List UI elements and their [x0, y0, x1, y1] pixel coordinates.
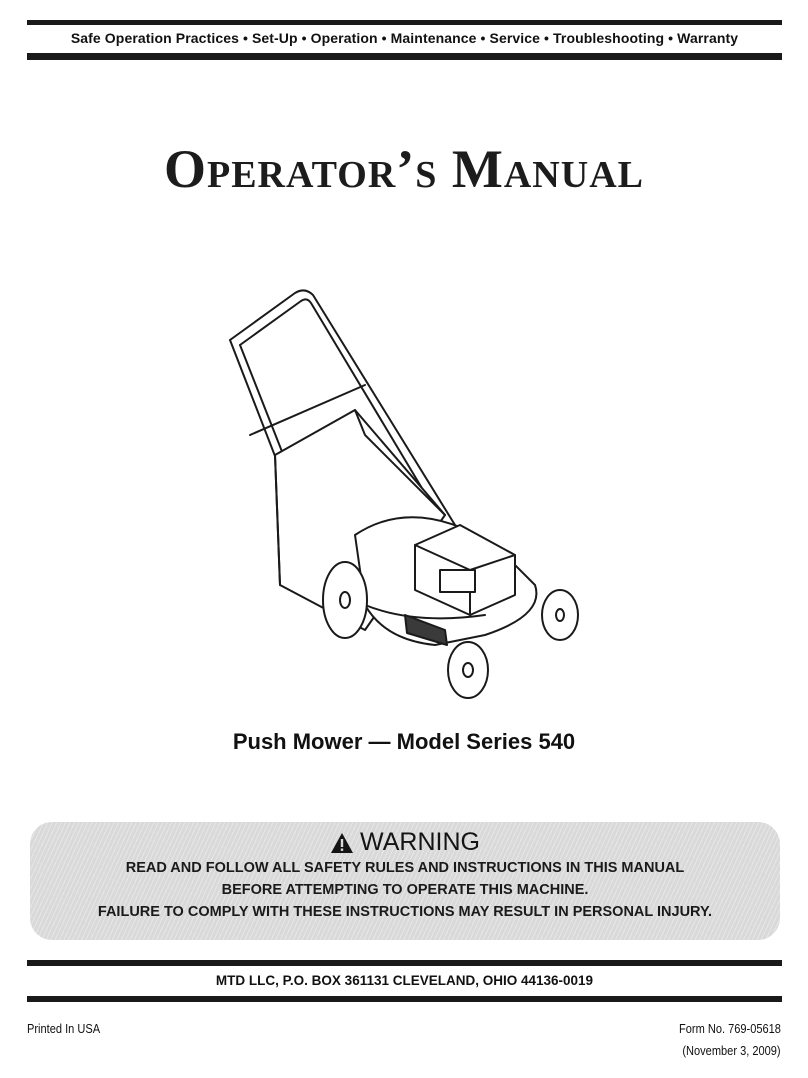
- warning-box: [30, 822, 780, 940]
- warning-heading: [30, 828, 780, 857]
- top-rule: [27, 20, 782, 25]
- address-rule-bottom: [27, 996, 782, 1002]
- top-rule-lower: [27, 53, 782, 60]
- form-number: Form No. 769-05618: [679, 1021, 781, 1036]
- page-title: Operator’s Manual: [164, 139, 644, 199]
- company-address: MTD LLC, P.O. BOX 361131 CLEVELAND, OHIO 44136-0019: [215, 973, 594, 988]
- warning-line: READ AND FOLLOW ALL SAFETY RULES AND INSTRUCTIONS IN THIS MANUAL: [125, 860, 685, 876]
- address-rule-top: [27, 960, 782, 966]
- lawn-mower-illustration: [215, 285, 595, 710]
- section-nav-text: Safe Operation Practices • Set-Up • Operation • Maintenance • Service • Troubleshooting • Warranty: [70, 30, 739, 46]
- warning-triangle-icon: [330, 832, 354, 854]
- printed-in: Printed In USA: [27, 1021, 101, 1036]
- warning-line: FAILURE TO COMPLY WITH THESE INSTRUCTIONS MAY RESULT IN PERSONAL INJURY.: [97, 904, 713, 920]
- warning-line: BEFORE ATTEMPTING TO OPERATE THIS MACHINE.: [221, 882, 589, 898]
- form-date: (November 3, 2009): [682, 1043, 781, 1058]
- warning-heading-text: WARNING: [360, 828, 480, 856]
- model-subtitle: Push Mower — Model Series 540: [232, 729, 576, 754]
